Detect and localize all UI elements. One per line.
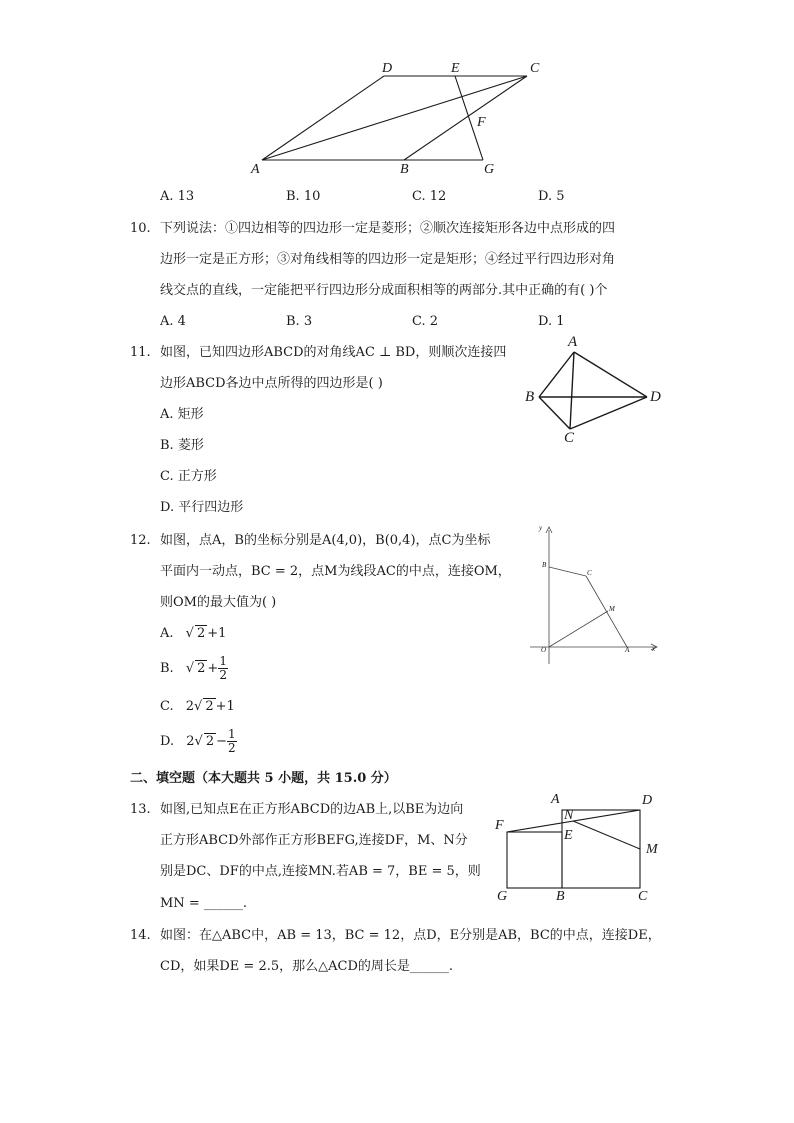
q10-option-b[interactable]: B. 3 [286, 314, 313, 329]
q11-label-d: D [650, 389, 661, 405]
q9-label-f: F [477, 115, 486, 130]
q9-label-c: C [530, 61, 540, 76]
q12-label-a: A [625, 646, 630, 654]
q12-option-c[interactable]: C. 2√ 2 +1 [160, 699, 235, 714]
sqrt-symbol: √ [194, 734, 203, 749]
q10-line3: 线交点的直线，一定能把平行四边形分成面积相等的两部分.其中正确的有( )个 [160, 283, 608, 298]
q13-line3: 别是DC、DF的中点,连接MN.若AB = 7，BE = 5，则 [160, 864, 481, 879]
sqrt-symbol: √ [185, 661, 195, 676]
section-heading: 二、填空题（本大题共 5 小题，共 15.0 分） [130, 771, 397, 786]
q11-line2: 边形ABCD各边中点所得的四边形是( ) [160, 376, 383, 391]
q11-option-b[interactable]: B. 菱形 [160, 438, 204, 453]
q9-label-b: B [400, 162, 409, 177]
q10-number: 10. [130, 221, 151, 236]
sqrt-symbol: √ [185, 626, 194, 641]
q10-option-d[interactable]: D. 1 [538, 314, 565, 329]
q13-line1: 如图,已知点E在正方形ABCD的边AB上,以BE为边向 [160, 802, 464, 817]
q12-line1: 如图，点A，B的坐标分别是A(4,0)，B(0,4)，点C为坐标 [160, 533, 491, 548]
q13-line2: 正方形ABCD外部作正方形BEFG,连接DF，M、N分 [160, 833, 468, 848]
q9-option-c[interactable]: C. 12 [412, 189, 447, 204]
q14-line1: 如图：在△ABC中，AB = 13，BC = 12，点D，E分别是AB，BC的中点，连接DE， [160, 928, 661, 943]
q12-option-d[interactable]: D. 2√ 2 − $\frac{1}{2}$ [160, 727, 236, 755]
q14-number: 14. [130, 928, 151, 943]
q12-label-o: O [541, 646, 547, 654]
q11-label-b: B [525, 389, 535, 405]
q12-line3: 则OM的最大值为( ) [160, 595, 277, 610]
q11-number: 11. [130, 345, 151, 360]
q13-label-m: M [646, 842, 658, 857]
q13-label-e: E [564, 828, 573, 843]
q13-number: 13. [130, 802, 151, 817]
q9-label-g: G [484, 162, 495, 177]
q12-label-y: y [539, 524, 543, 532]
q9-option-b[interactable]: B. 10 [286, 189, 321, 204]
q12-label-x: x [652, 645, 656, 653]
q11-label-c: C [564, 430, 575, 446]
q10-option-a[interactable]: A. 4 [160, 314, 186, 329]
q10-line1: 下列说法：①四边相等的四边形一定是菱形；②顺次连接矩形各边中点形成的四 [160, 221, 616, 236]
q10-option-c[interactable]: C. 2 [412, 314, 439, 329]
q13-label-a: A [551, 792, 560, 807]
q12-label-c: C [587, 569, 592, 577]
q11-line1: 如图，已知四边形ABCD的对角线AC ⊥ BD，则顺次连接四 [160, 345, 507, 360]
q9-label-a: A [251, 162, 260, 177]
sqrt-symbol: √ [194, 699, 203, 714]
q9-label-e: E [451, 61, 460, 76]
q13-label-d: D [642, 793, 653, 808]
q13-label-f: F [495, 818, 504, 833]
q14-line2: CD，如果DE = 2.5，那么△ACD的周长是______. [160, 959, 454, 974]
q12-label-m: M [609, 605, 615, 613]
q12-option-a[interactable]: A. √ 2 +1 [160, 626, 227, 641]
q12-number: 12. [130, 533, 151, 548]
q13-label-c: C [638, 889, 648, 904]
q12-option-b[interactable]: B. √ 2 + $\frac{1}{2}$ [160, 654, 227, 682]
q12-line2: 平面内一动点，BC = 2，点M为线段AC的中点，连接OM， [160, 564, 511, 579]
q11-option-a[interactable]: A. 矩形 [160, 407, 204, 422]
q13-label-g: G [497, 889, 508, 904]
q9-label-d: D [382, 61, 393, 76]
fraction: $\frac{1}{2}$ [228, 727, 236, 755]
q11-option-d[interactable]: D. 平行四边形 [160, 500, 244, 515]
q9-option-d[interactable]: D. 5 [538, 189, 565, 204]
q11-label-a: A [568, 334, 578, 350]
q12-label-b: B [542, 561, 547, 569]
q9-option-a[interactable]: A. 13 [160, 189, 195, 204]
q13-label-n: N [564, 808, 574, 823]
q13-label-b: B [556, 889, 565, 904]
fraction: $\frac{1}{2}$ [219, 654, 227, 682]
q13-line4: MN = ______. [160, 896, 247, 911]
q10-line2: 边形一定是正方形；③对角线相等的四边形一定是矩形；④经过平行四边形对角 [160, 252, 616, 267]
q11-option-c[interactable]: C. 正方形 [160, 469, 217, 484]
